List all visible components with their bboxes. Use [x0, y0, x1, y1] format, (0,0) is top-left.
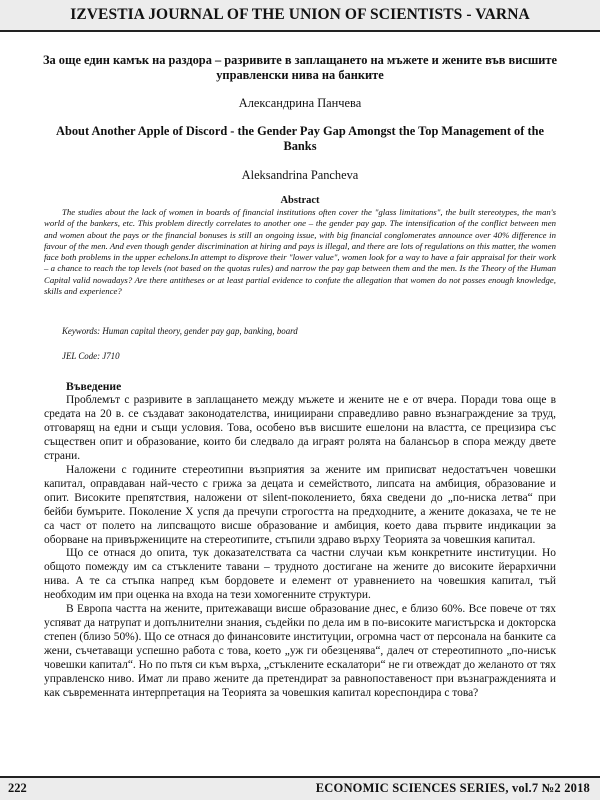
abstract-text: The studies about the lack of women in boards of financial institutions often cover the "glass limitations", the built stereotypes, the man's world of the bankers, etc. This problem directly correlates to another one – the gender pay gap. The intensification of the conflict between men and women about the pays or the financial bonuses is still an ongoing issue, with big financial conglomerates announce over 40% difference in favour of the men. And even though gender discrimination at hiring and pays is illegal, and there are lots of regulations on this matter, the women face both problems in the upper echelons.In attempt to disprove their "lower value", women look for a way to have a fair appraisal for their work – a chance to reach the top levels (not based on the quotas rules) and narrow the pay gap between them and the men. Is the Theory of the Human Capital valid nowadays? Are there antitheses or at least partial evidence to confute the allegation that women do not posses enough knowledge, skills and experience?: [44, 207, 556, 297]
jel-code: JEL Code: J710: [62, 351, 120, 361]
introduction-body: [44, 394, 556, 701]
body-paragraph: В Европа частта на жените, притежаващи висше образование днес, е близо 60%. Все повече от тях успяват да натрупат и допълнителни знания, съдейки по дела им в по-високите магистърска и докторска степен (близо 50%). Що се отнася до финансовите институции, огромна част от персонала на банките са жени, съчетаващи успешно работа с това, което „уж ги обезценява“, далеч от стереотипното „по-нисък човешки капитал“. Но по пътя си към върха, „стъклените ескалатори“ не ги отвеждат до желаното от тях управленско ниво. Имат ли право жените да претендират за равнопоставеност при възнагражденията и как съвременната интерпретация на Теорията за човешкия капитал кореспондира с това?: [44, 603, 556, 700]
body-paragraph: Що се отнася до опита, тук доказателствата са частни случаи към конкретните институции. Но общото помежду им са стъклените тавани – трудното достигане на жените до високите йерархични нива. А те са стъпка напред към бордовете и елемент от уравнението на човешкия капитал, тъй необходим им при оценка на входа на тези хомогенните структури.: [44, 547, 556, 602]
section-heading-introduction: Въведение: [66, 380, 122, 393]
article-title-en: About Another Apple of Discord - the Gender Pay Gap Amongst the Top Management of the Banks: [56, 124, 544, 153]
author-name-bg: Александрина Панчева: [238, 96, 362, 110]
body-paragraph: Проблемът с разривите в заплащането между мъжете и жените не е от вчера. Поради това още в средата на 20 в. се създават законодателства, инициирани справедливо равно възнаграждение за труд, отговарящ на едни и същи условия. Това, особено във висшите ешелони на властта, се прецизира със съществен опит и образование, които би следвало да играят ролята на балансьор в спора между двете страни.: [44, 394, 556, 462]
author-name-en: Aleksandrina Pancheva: [241, 168, 359, 182]
keywords-line: Keywords: Human capital theory, gender pay gap, banking, board: [62, 326, 298, 336]
body-paragraph: Наложени с годините стереотипни възприятия за жените им приписват недостатъчен човешки капитал, оправдаван най-често с грижа за децата и семейството, липсата на амбиция, образование и опит. Високите препятствия, наложени от silent-поколението, бяха сведени до „по-ниска летва“ при бейби бумърите. Поколение Х успя да пречупи строгостта на предходните, а жените доказаха, че те не са част от полето на липсващото висше образование и амбиция, което дава първите индикации за оборване на привържениците на стереотипите, стъпили здраво върху Теорията за човешкия капитал.: [44, 463, 556, 546]
journal-title: IZVESTIA JOURNAL OF THE UNION OF SCIENTISTS - VARNA: [70, 6, 530, 23]
abstract-heading: Abstract: [280, 195, 320, 206]
article-title-bg: За още един камък на раздора – разривите в заплащането на мъжете и жените във висшите управленски нива на банките: [42, 53, 558, 82]
series-info: ECONOMIC SCIENCES SERIES, vol.7 №2 2018: [315, 781, 590, 795]
page-number: 222: [8, 781, 27, 795]
